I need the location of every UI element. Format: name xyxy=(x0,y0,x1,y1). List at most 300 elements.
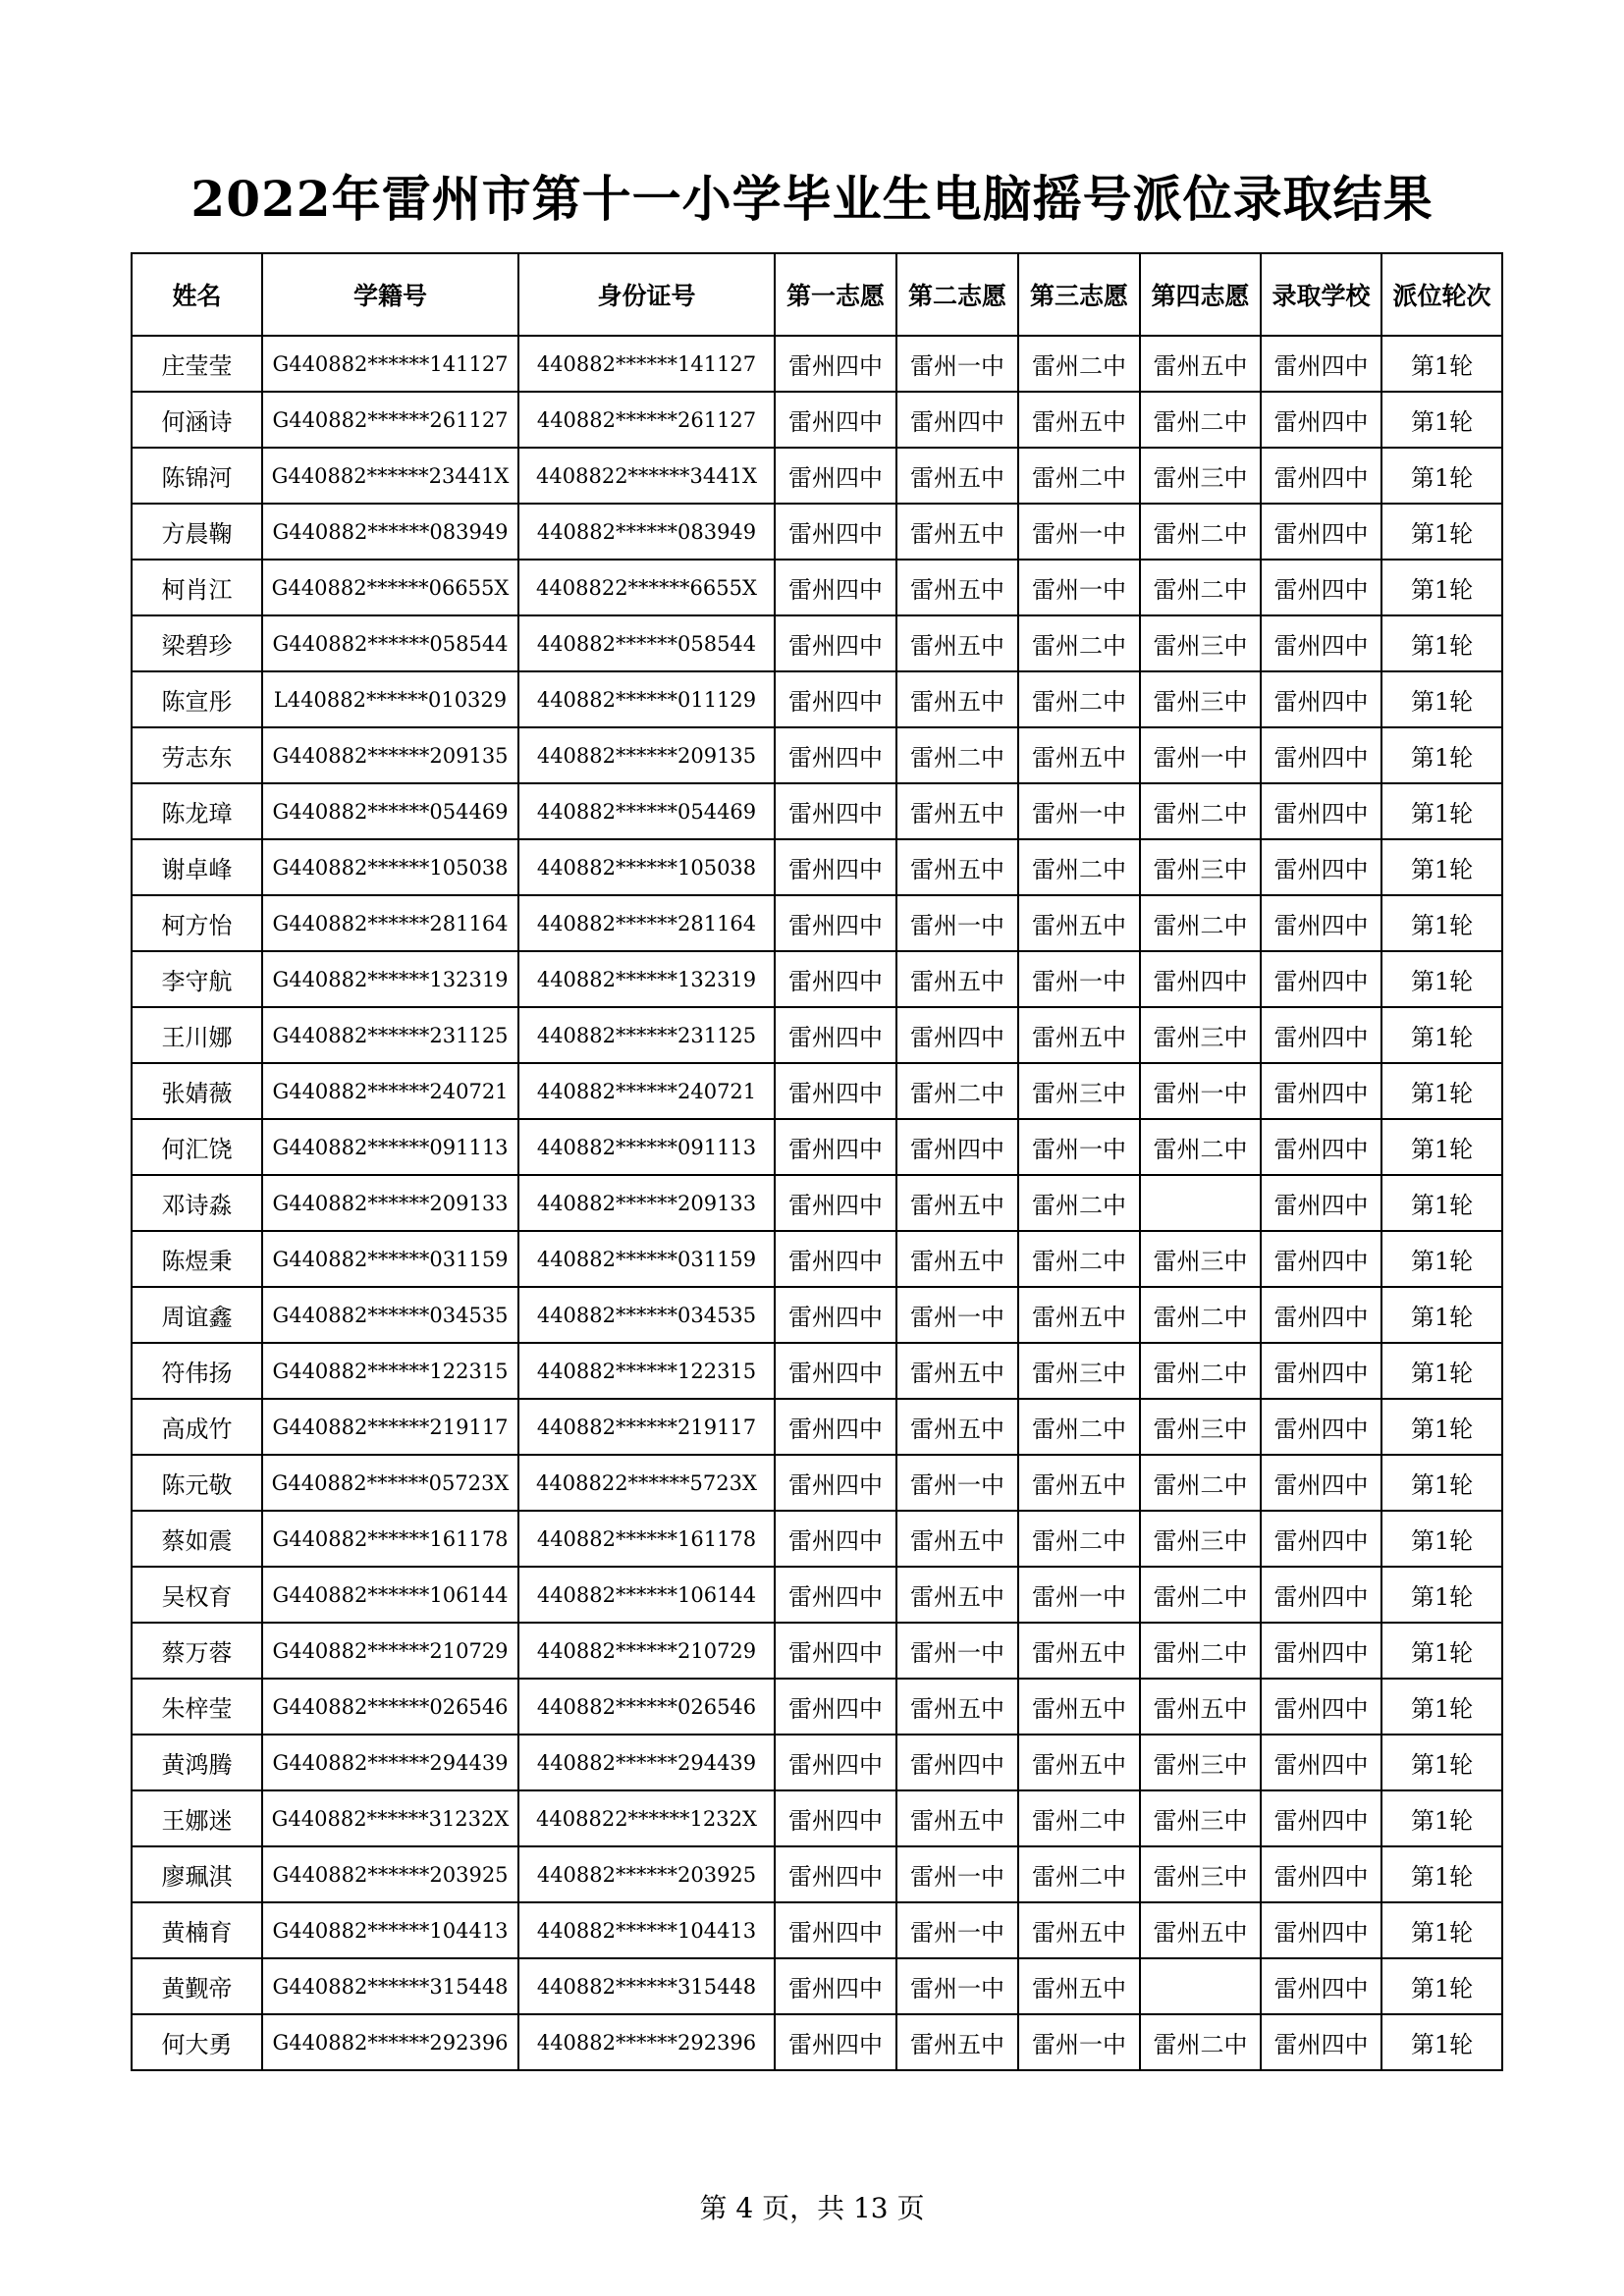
table-row xyxy=(132,839,1502,895)
cell-id-card-number: 440882******161178 xyxy=(518,1511,775,1567)
cell-choice-4: 雷州三中 xyxy=(1140,1399,1261,1455)
cell-student-name: 李守航 xyxy=(132,951,262,1007)
cell-choice-4: 雷州二中 xyxy=(1140,1623,1261,1679)
cell-choice-4: 雷州三中 xyxy=(1140,839,1261,895)
cell-admitted-school: 雷州四中 xyxy=(1261,336,1381,392)
cell-choice-4 xyxy=(1140,1958,1261,2014)
cell-id-card-number: 440882******054469 xyxy=(518,783,775,839)
cell-lottery-round: 第1轮 xyxy=(1381,839,1502,895)
col-header-round: 派位轮次 xyxy=(1381,253,1502,336)
cell-lottery-round: 第1轮 xyxy=(1381,336,1502,392)
cell-admitted-school: 雷州四中 xyxy=(1261,1287,1381,1343)
cell-choice-1: 雷州四中 xyxy=(775,1958,896,2014)
cell-choice-2: 雷州五中 xyxy=(896,1175,1018,1231)
cell-id-card-number: 440882******231125 xyxy=(518,1007,775,1063)
table-row xyxy=(132,392,1502,448)
cell-admitted-school: 雷州四中 xyxy=(1261,1958,1381,2014)
cell-student-name: 陈龙璋 xyxy=(132,783,262,839)
cell-student-id: G440882******058544 xyxy=(262,615,518,671)
cell-student-id: G440882******104413 xyxy=(262,1902,518,1958)
cell-admitted-school: 雷州四中 xyxy=(1261,1846,1381,1902)
cell-admitted-school: 雷州四中 xyxy=(1261,1902,1381,1958)
cell-choice-2: 雷州四中 xyxy=(896,1735,1018,1790)
table-row xyxy=(132,1007,1502,1063)
cell-choice-1: 雷州四中 xyxy=(775,783,896,839)
cell-choice-2: 雷州五中 xyxy=(896,951,1018,1007)
cell-lottery-round: 第1轮 xyxy=(1381,392,1502,448)
cell-choice-4: 雷州四中 xyxy=(1140,951,1261,1007)
cell-choice-2: 雷州五中 xyxy=(896,1790,1018,1846)
cell-choice-3: 雷州二中 xyxy=(1018,839,1140,895)
cell-choice-4: 雷州二中 xyxy=(1140,783,1261,839)
cell-choice-4: 雷州五中 xyxy=(1140,336,1261,392)
cell-choice-3: 雷州五中 xyxy=(1018,1623,1140,1679)
cell-choice-4 xyxy=(1140,1175,1261,1231)
cell-choice-2: 雷州五中 xyxy=(896,839,1018,895)
cell-id-card-number: 4408822******6655X xyxy=(518,560,775,615)
cell-lottery-round: 第1轮 xyxy=(1381,1231,1502,1287)
page-footer: 第 4 页，共 13 页 xyxy=(699,2192,925,2224)
cell-id-card-number: 440882******058544 xyxy=(518,615,775,671)
cell-choice-1: 雷州四中 xyxy=(775,560,896,615)
table-row xyxy=(132,1567,1502,1623)
cell-student-id: G440882******083949 xyxy=(262,504,518,560)
cell-choice-1: 雷州四中 xyxy=(775,1567,896,1623)
cell-choice-2: 雷州五中 xyxy=(896,1399,1018,1455)
cell-lottery-round: 第1轮 xyxy=(1381,448,1502,504)
cell-choice-3: 雷州二中 xyxy=(1018,1399,1140,1455)
cell-id-card-number: 440882******132319 xyxy=(518,951,775,1007)
cell-lottery-round: 第1轮 xyxy=(1381,1846,1502,1902)
cell-choice-1: 雷州四中 xyxy=(775,1846,896,1902)
cell-choice-1: 雷州四中 xyxy=(775,1735,896,1790)
table-row xyxy=(132,1063,1502,1119)
cell-student-id: G440882******132319 xyxy=(262,951,518,1007)
cell-student-id: G440882******161178 xyxy=(262,1511,518,1567)
cell-student-id: G440882******240721 xyxy=(262,1063,518,1119)
cell-student-name: 廖珮淇 xyxy=(132,1846,262,1902)
cell-choice-2: 雷州一中 xyxy=(896,336,1018,392)
cell-admitted-school: 雷州四中 xyxy=(1261,783,1381,839)
table-row xyxy=(132,1399,1502,1455)
cell-student-id: G440882******281164 xyxy=(262,895,518,951)
cell-choice-3: 雷州一中 xyxy=(1018,783,1140,839)
cell-student-name: 陈锦河 xyxy=(132,448,262,504)
cell-student-id: G440882******06655X xyxy=(262,560,518,615)
cell-choice-4: 雷州二中 xyxy=(1140,560,1261,615)
cell-admitted-school: 雷州四中 xyxy=(1261,448,1381,504)
cell-lottery-round: 第1轮 xyxy=(1381,671,1502,727)
cell-choice-2: 雷州五中 xyxy=(896,615,1018,671)
cell-choice-3: 雷州二中 xyxy=(1018,1231,1140,1287)
cell-admitted-school: 雷州四中 xyxy=(1261,1063,1381,1119)
table-row xyxy=(132,1790,1502,1846)
col-header-admitted-school: 录取学校 xyxy=(1261,253,1381,336)
col-header-choice-4: 第四志愿 xyxy=(1140,253,1261,336)
cell-choice-4: 雷州五中 xyxy=(1140,1679,1261,1735)
cell-admitted-school: 雷州四中 xyxy=(1261,839,1381,895)
cell-choice-4: 雷州三中 xyxy=(1140,1846,1261,1902)
cell-choice-1: 雷州四中 xyxy=(775,839,896,895)
cell-lottery-round: 第1轮 xyxy=(1381,1287,1502,1343)
cell-id-card-number: 4408822******1232X xyxy=(518,1790,775,1846)
cell-student-name: 何涵诗 xyxy=(132,392,262,448)
table-row xyxy=(132,783,1502,839)
cell-choice-1: 雷州四中 xyxy=(775,951,896,1007)
table-row xyxy=(132,504,1502,560)
table-row xyxy=(132,1455,1502,1511)
cell-choice-3: 雷州二中 xyxy=(1018,671,1140,727)
cell-student-name: 周谊鑫 xyxy=(132,1287,262,1343)
cell-admitted-school: 雷州四中 xyxy=(1261,1455,1381,1511)
cell-admitted-school: 雷州四中 xyxy=(1261,392,1381,448)
cell-lottery-round: 第1轮 xyxy=(1381,951,1502,1007)
cell-student-name: 黄觐帝 xyxy=(132,1958,262,2014)
cell-choice-3: 雷州二中 xyxy=(1018,336,1140,392)
cell-choice-1: 雷州四中 xyxy=(775,1231,896,1287)
cell-student-id: G440882******210729 xyxy=(262,1623,518,1679)
cell-lottery-round: 第1轮 xyxy=(1381,1063,1502,1119)
cell-admitted-school: 雷州四中 xyxy=(1261,1790,1381,1846)
table-row xyxy=(132,615,1502,671)
cell-choice-2: 雷州五中 xyxy=(896,1231,1018,1287)
cell-id-card-number: 440882******141127 xyxy=(518,336,775,392)
cell-choice-1: 雷州四中 xyxy=(775,448,896,504)
cell-student-name: 张婧薇 xyxy=(132,1063,262,1119)
cell-admitted-school: 雷州四中 xyxy=(1261,1231,1381,1287)
cell-student-id: G440882******05723X xyxy=(262,1455,518,1511)
cell-choice-3: 雷州一中 xyxy=(1018,951,1140,1007)
cell-choice-3: 雷州一中 xyxy=(1018,1567,1140,1623)
cell-choice-3: 雷州五中 xyxy=(1018,727,1140,783)
cell-student-id: G440882******105038 xyxy=(262,839,518,895)
cell-choice-1: 雷州四中 xyxy=(775,671,896,727)
cell-choice-2: 雷州一中 xyxy=(896,1287,1018,1343)
cell-choice-3: 雷州二中 xyxy=(1018,615,1140,671)
table-body xyxy=(132,336,1502,2070)
cell-student-name: 符伟扬 xyxy=(132,1343,262,1399)
cell-student-id: G440882******091113 xyxy=(262,1119,518,1175)
cell-lottery-round: 第1轮 xyxy=(1381,1902,1502,1958)
cell-lottery-round: 第1轮 xyxy=(1381,727,1502,783)
cell-admitted-school: 雷州四中 xyxy=(1261,1511,1381,1567)
cell-choice-4: 雷州二中 xyxy=(1140,1455,1261,1511)
cell-admitted-school: 雷州四中 xyxy=(1261,1679,1381,1735)
cell-choice-4: 雷州二中 xyxy=(1140,504,1261,560)
cell-choice-1: 雷州四中 xyxy=(775,392,896,448)
cell-choice-4: 雷州一中 xyxy=(1140,727,1261,783)
cell-choice-2: 雷州五中 xyxy=(896,1567,1018,1623)
cell-student-name: 劳志东 xyxy=(132,727,262,783)
cell-admitted-school: 雷州四中 xyxy=(1261,671,1381,727)
cell-choice-2: 雷州五中 xyxy=(896,504,1018,560)
cell-choice-1: 雷州四中 xyxy=(775,504,896,560)
cell-id-card-number: 440882******209133 xyxy=(518,1175,775,1231)
cell-choice-3: 雷州五中 xyxy=(1018,1287,1140,1343)
cell-choice-2: 雷州五中 xyxy=(896,671,1018,727)
cell-student-name: 邓诗淼 xyxy=(132,1175,262,1231)
page-title: 2022年雷州市第十一小学毕业生电脑摇号派位录取结果 xyxy=(190,170,1434,228)
table-row xyxy=(132,1119,1502,1175)
cell-choice-2: 雷州一中 xyxy=(896,1455,1018,1511)
cell-lottery-round: 第1轮 xyxy=(1381,1119,1502,1175)
cell-choice-2: 雷州四中 xyxy=(896,1007,1018,1063)
table-row xyxy=(132,1679,1502,1735)
cell-choice-1: 雷州四中 xyxy=(775,336,896,392)
cell-choice-3: 雷州五中 xyxy=(1018,1455,1140,1511)
admission-results-table xyxy=(131,252,1503,2071)
cell-student-name: 梁碧珍 xyxy=(132,615,262,671)
cell-id-card-number: 440882******240721 xyxy=(518,1063,775,1119)
col-header-id-card: 身份证号 xyxy=(518,253,775,336)
cell-choice-1: 雷州四中 xyxy=(775,1902,896,1958)
cell-student-id: G440882******315448 xyxy=(262,1958,518,2014)
cell-choice-2: 雷州四中 xyxy=(896,392,1018,448)
cell-choice-4: 雷州二中 xyxy=(1140,895,1261,951)
cell-admitted-school: 雷州四中 xyxy=(1261,951,1381,1007)
cell-admitted-school: 雷州四中 xyxy=(1261,2014,1381,2070)
cell-choice-2: 雷州五中 xyxy=(896,2014,1018,2070)
cell-student-id: G440882******31232X xyxy=(262,1790,518,1846)
header-row xyxy=(132,253,1502,336)
cell-student-name: 方晨鞠 xyxy=(132,504,262,560)
cell-admitted-school: 雷州四中 xyxy=(1261,1399,1381,1455)
cell-student-name: 何汇饶 xyxy=(132,1119,262,1175)
cell-choice-4: 雷州二中 xyxy=(1140,392,1261,448)
cell-lottery-round: 第1轮 xyxy=(1381,1567,1502,1623)
cell-student-name: 王川娜 xyxy=(132,1007,262,1063)
cell-id-card-number: 440882******106144 xyxy=(518,1567,775,1623)
cell-lottery-round: 第1轮 xyxy=(1381,895,1502,951)
col-header-student-id: 学籍号 xyxy=(262,253,518,336)
cell-student-id: G440882******219117 xyxy=(262,1399,518,1455)
cell-choice-1: 雷州四中 xyxy=(775,1790,896,1846)
table-row xyxy=(132,1902,1502,1958)
cell-choice-4: 雷州二中 xyxy=(1140,1119,1261,1175)
cell-student-name: 黄楠育 xyxy=(132,1902,262,1958)
cell-id-card-number: 440882******292396 xyxy=(518,2014,775,2070)
cell-choice-4: 雷州三中 xyxy=(1140,1511,1261,1567)
cell-id-card-number: 4408822******5723X xyxy=(518,1455,775,1511)
cell-id-card-number: 440882******083949 xyxy=(518,504,775,560)
cell-admitted-school: 雷州四中 xyxy=(1261,504,1381,560)
cell-choice-1: 雷州四中 xyxy=(775,1007,896,1063)
cell-choice-4: 雷州一中 xyxy=(1140,1063,1261,1119)
cell-admitted-school: 雷州四中 xyxy=(1261,615,1381,671)
cell-choice-2: 雷州一中 xyxy=(896,1846,1018,1902)
cell-choice-1: 雷州四中 xyxy=(775,1287,896,1343)
cell-choice-3: 雷州五中 xyxy=(1018,1679,1140,1735)
cell-choice-3: 雷州二中 xyxy=(1018,1511,1140,1567)
cell-choice-2: 雷州二中 xyxy=(896,727,1018,783)
cell-choice-1: 雷州四中 xyxy=(775,1119,896,1175)
cell-student-id: G440882******026546 xyxy=(262,1679,518,1735)
cell-student-name: 谢卓峰 xyxy=(132,839,262,895)
cell-student-name: 王娜迷 xyxy=(132,1790,262,1846)
cell-choice-4: 雷州三中 xyxy=(1140,1735,1261,1790)
cell-choice-1: 雷州四中 xyxy=(775,1679,896,1735)
cell-lottery-round: 第1轮 xyxy=(1381,1735,1502,1790)
cell-choice-1: 雷州四中 xyxy=(775,615,896,671)
cell-admitted-school: 雷州四中 xyxy=(1261,1567,1381,1623)
cell-choice-2: 雷州五中 xyxy=(896,1343,1018,1399)
cell-admitted-school: 雷州四中 xyxy=(1261,895,1381,951)
cell-choice-1: 雷州四中 xyxy=(775,727,896,783)
col-header-choice-1: 第一志愿 xyxy=(775,253,896,336)
cell-choice-2: 雷州五中 xyxy=(896,448,1018,504)
cell-admitted-school: 雷州四中 xyxy=(1261,1735,1381,1790)
cell-choice-2: 雷州五中 xyxy=(896,1511,1018,1567)
table-row xyxy=(132,1623,1502,1679)
cell-student-id: G440882******122315 xyxy=(262,1343,518,1399)
cell-student-id: G440882******209135 xyxy=(262,727,518,783)
cell-id-card-number: 440882******091113 xyxy=(518,1119,775,1175)
table-row xyxy=(132,1343,1502,1399)
cell-id-card-number: 440882******105038 xyxy=(518,839,775,895)
table-row xyxy=(132,727,1502,783)
cell-choice-3: 雷州五中 xyxy=(1018,895,1140,951)
cell-choice-4: 雷州三中 xyxy=(1140,448,1261,504)
cell-id-card-number: 440882******315448 xyxy=(518,1958,775,2014)
col-header-choice-3: 第三志愿 xyxy=(1018,253,1140,336)
cell-lottery-round: 第1轮 xyxy=(1381,1455,1502,1511)
cell-choice-2: 雷州五中 xyxy=(896,1679,1018,1735)
cell-lottery-round: 第1轮 xyxy=(1381,1623,1502,1679)
cell-student-name: 何大勇 xyxy=(132,2014,262,2070)
cell-choice-3: 雷州三中 xyxy=(1018,1063,1140,1119)
cell-id-card-number: 440882******219117 xyxy=(518,1399,775,1455)
cell-student-name: 陈煜秉 xyxy=(132,1231,262,1287)
cell-student-id: G440882******203925 xyxy=(262,1846,518,1902)
cell-choice-1: 雷州四中 xyxy=(775,1623,896,1679)
cell-student-name: 陈元敬 xyxy=(132,1455,262,1511)
cell-choice-4: 雷州三中 xyxy=(1140,1231,1261,1287)
cell-choice-4: 雷州三中 xyxy=(1140,671,1261,727)
cell-lottery-round: 第1轮 xyxy=(1381,504,1502,560)
table-row xyxy=(132,1175,1502,1231)
cell-id-card-number: 440882******261127 xyxy=(518,392,775,448)
cell-student-name: 吴权育 xyxy=(132,1567,262,1623)
cell-admitted-school: 雷州四中 xyxy=(1261,1623,1381,1679)
cell-id-card-number: 440882******294439 xyxy=(518,1735,775,1790)
cell-choice-1: 雷州四中 xyxy=(775,1063,896,1119)
cell-student-name: 柯方怡 xyxy=(132,895,262,951)
cell-choice-1: 雷州四中 xyxy=(775,2014,896,2070)
cell-lottery-round: 第1轮 xyxy=(1381,1511,1502,1567)
cell-choice-3: 雷州二中 xyxy=(1018,1790,1140,1846)
cell-lottery-round: 第1轮 xyxy=(1381,615,1502,671)
cell-id-card-number: 440882******031159 xyxy=(518,1231,775,1287)
cell-admitted-school: 雷州四中 xyxy=(1261,1007,1381,1063)
cell-choice-4: 雷州二中 xyxy=(1140,1343,1261,1399)
cell-student-id: G440882******292396 xyxy=(262,2014,518,2070)
cell-admitted-school: 雷州四中 xyxy=(1261,1343,1381,1399)
cell-admitted-school: 雷州四中 xyxy=(1261,560,1381,615)
cell-lottery-round: 第1轮 xyxy=(1381,1007,1502,1063)
cell-choice-2: 雷州一中 xyxy=(896,895,1018,951)
cell-choice-1: 雷州四中 xyxy=(775,895,896,951)
cell-student-id: G440882******23441X xyxy=(262,448,518,504)
cell-choice-1: 雷州四中 xyxy=(775,1175,896,1231)
cell-choice-2: 雷州一中 xyxy=(896,1902,1018,1958)
cell-choice-3: 雷州五中 xyxy=(1018,392,1140,448)
table-row xyxy=(132,951,1502,1007)
cell-lottery-round: 第1轮 xyxy=(1381,1343,1502,1399)
cell-lottery-round: 第1轮 xyxy=(1381,560,1502,615)
cell-lottery-round: 第1轮 xyxy=(1381,1679,1502,1735)
table-row xyxy=(132,1735,1502,1790)
cell-student-id: G440882******261127 xyxy=(262,392,518,448)
cell-student-id: G440882******106144 xyxy=(262,1567,518,1623)
cell-admitted-school: 雷州四中 xyxy=(1261,1175,1381,1231)
cell-choice-3: 雷州一中 xyxy=(1018,560,1140,615)
cell-choice-4: 雷州二中 xyxy=(1140,1567,1261,1623)
cell-student-id: G440882******294439 xyxy=(262,1735,518,1790)
cell-student-name: 蔡万蓉 xyxy=(132,1623,262,1679)
cell-lottery-round: 第1轮 xyxy=(1381,1958,1502,2014)
cell-id-card-number: 440882******011129 xyxy=(518,671,775,727)
cell-choice-4: 雷州三中 xyxy=(1140,1007,1261,1063)
cell-student-name: 朱梓莹 xyxy=(132,1679,262,1735)
cell-id-card-number: 440882******034535 xyxy=(518,1287,775,1343)
table-row xyxy=(132,2014,1502,2070)
table-row xyxy=(132,671,1502,727)
table-row xyxy=(132,1846,1502,1902)
cell-id-card-number: 440882******122315 xyxy=(518,1343,775,1399)
cell-choice-2: 雷州一中 xyxy=(896,1623,1018,1679)
table-row xyxy=(132,1287,1502,1343)
cell-choice-3: 雷州二中 xyxy=(1018,1846,1140,1902)
table-row xyxy=(132,336,1502,392)
cell-choice-4: 雷州二中 xyxy=(1140,1287,1261,1343)
cell-choice-2: 雷州五中 xyxy=(896,783,1018,839)
cell-choice-2: 雷州五中 xyxy=(896,560,1018,615)
cell-choice-2: 雷州四中 xyxy=(896,1119,1018,1175)
col-header-choice-2: 第二志愿 xyxy=(896,253,1018,336)
cell-choice-3: 雷州一中 xyxy=(1018,2014,1140,2070)
cell-student-name: 黄鸿腾 xyxy=(132,1735,262,1790)
cell-choice-4: 雷州三中 xyxy=(1140,1790,1261,1846)
cell-choice-3: 雷州五中 xyxy=(1018,1902,1140,1958)
cell-student-id: G440882******141127 xyxy=(262,336,518,392)
cell-lottery-round: 第1轮 xyxy=(1381,1175,1502,1231)
cell-choice-3: 雷州五中 xyxy=(1018,1735,1140,1790)
cell-lottery-round: 第1轮 xyxy=(1381,2014,1502,2070)
cell-student-id: L440882******010329 xyxy=(262,671,518,727)
cell-choice-3: 雷州五中 xyxy=(1018,1007,1140,1063)
cell-student-name: 蔡如震 xyxy=(132,1511,262,1567)
cell-choice-3: 雷州一中 xyxy=(1018,504,1140,560)
cell-lottery-round: 第1轮 xyxy=(1381,1790,1502,1846)
cell-student-name: 庄莹莹 xyxy=(132,336,262,392)
col-header-name: 姓名 xyxy=(132,253,262,336)
cell-choice-4: 雷州五中 xyxy=(1140,1902,1261,1958)
table-row xyxy=(132,1231,1502,1287)
cell-choice-1: 雷州四中 xyxy=(775,1399,896,1455)
cell-student-name: 高成竹 xyxy=(132,1399,262,1455)
cell-id-card-number: 440882******281164 xyxy=(518,895,775,951)
cell-choice-3: 雷州二中 xyxy=(1018,448,1140,504)
cell-choice-3: 雷州一中 xyxy=(1018,1119,1140,1175)
cell-choice-1: 雷州四中 xyxy=(775,1455,896,1511)
cell-choice-3: 雷州五中 xyxy=(1018,1958,1140,2014)
cell-choice-1: 雷州四中 xyxy=(775,1343,896,1399)
table-row xyxy=(132,448,1502,504)
table-row xyxy=(132,1511,1502,1567)
cell-lottery-round: 第1轮 xyxy=(1381,1399,1502,1455)
cell-id-card-number: 4408822******3441X xyxy=(518,448,775,504)
cell-student-id: G440882******209133 xyxy=(262,1175,518,1231)
